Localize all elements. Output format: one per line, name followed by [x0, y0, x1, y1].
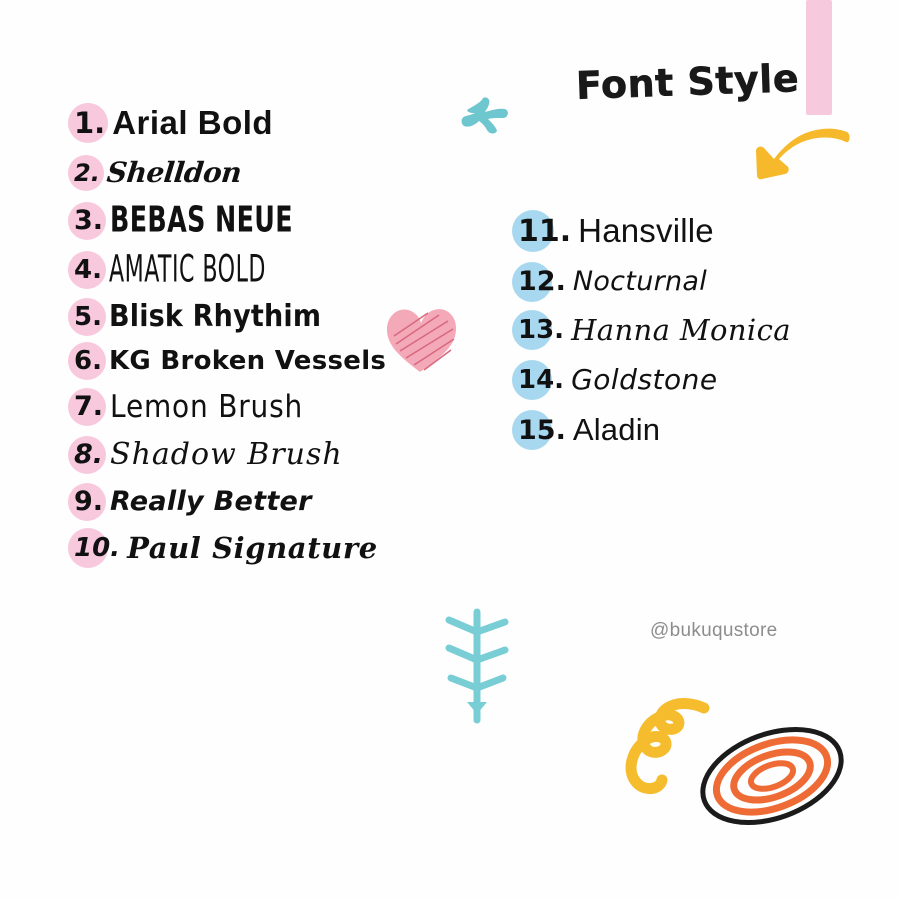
list-number: 10. — [74, 533, 121, 563]
list-bullet — [74, 391, 110, 422]
teal-leaf-icon — [437, 602, 515, 732]
list-number: 15. — [518, 414, 566, 446]
list-item — [74, 486, 494, 517]
list-number: 8. — [74, 439, 104, 470]
font-name: AMATIC BOLD — [108, 247, 266, 292]
list-item — [74, 247, 494, 292]
page-title: Font Style — [575, 56, 800, 108]
list-bullet — [518, 365, 571, 395]
list-bullet — [74, 533, 127, 563]
list-bullet — [74, 439, 110, 470]
font-name: Shadow Brush — [110, 437, 343, 472]
font-list-right — [518, 212, 878, 464]
list-item — [518, 313, 878, 347]
list-item — [74, 301, 494, 332]
pink-bar-decoration — [806, 0, 832, 115]
list-bullet — [74, 486, 110, 517]
list-item — [518, 363, 878, 396]
store-handle: @bukuqustore — [650, 620, 778, 641]
list-item — [74, 156, 494, 189]
list-number: 6. — [74, 346, 102, 376]
font-name: Arial Bold — [112, 104, 274, 141]
list-item — [518, 212, 878, 250]
list-number: 11. — [518, 213, 572, 249]
font-name: Really Better — [110, 486, 312, 517]
font-name: KG Broken Vessels — [108, 346, 387, 376]
font-name: Aladin — [572, 412, 661, 447]
list-item — [518, 266, 878, 297]
yellow-arrow-icon — [752, 120, 850, 182]
list-number: 4. — [74, 254, 102, 285]
list-bullet — [518, 266, 573, 297]
list-bullet — [74, 255, 109, 285]
list-item — [74, 104, 494, 142]
list-item — [74, 531, 494, 565]
list-number: 5. — [74, 301, 102, 332]
font-name: Paul Signature — [127, 531, 378, 565]
list-number: 14. — [518, 364, 565, 395]
font-name: Shelldon — [105, 156, 243, 189]
list-bullet — [74, 205, 110, 236]
list-bullet — [74, 302, 109, 332]
font-name: Goldstone — [571, 363, 718, 396]
list-bullet — [518, 214, 578, 249]
list-item — [74, 346, 494, 376]
orange-spiral-icon — [692, 716, 852, 836]
list-number: 12. — [518, 266, 566, 297]
list-number: 9. — [74, 486, 104, 517]
font-name: Hanna Monica — [571, 313, 791, 347]
list-number: 3. — [74, 205, 104, 236]
list-bullet — [518, 415, 573, 446]
list-item — [518, 412, 878, 448]
list-item — [74, 437, 494, 472]
list-bullet — [518, 315, 571, 345]
list-item — [74, 199, 494, 242]
list-bullet — [74, 159, 107, 187]
font-name: Hansville — [578, 212, 714, 249]
list-bullet — [74, 346, 109, 376]
font-list-left — [74, 104, 494, 579]
font-name: BEBAS NEUE — [110, 199, 294, 242]
list-number: 13. — [518, 315, 565, 345]
font-name: Nocturnal — [572, 266, 708, 297]
list-number: 7. — [74, 391, 104, 422]
list-number: 1. — [74, 106, 106, 140]
list-bullet — [74, 106, 112, 140]
font-name: Lemon Brush — [110, 388, 304, 425]
font-name: Blisk Rhythim — [108, 299, 322, 334]
list-number: 2. — [74, 158, 100, 187]
list-item — [74, 390, 494, 423]
